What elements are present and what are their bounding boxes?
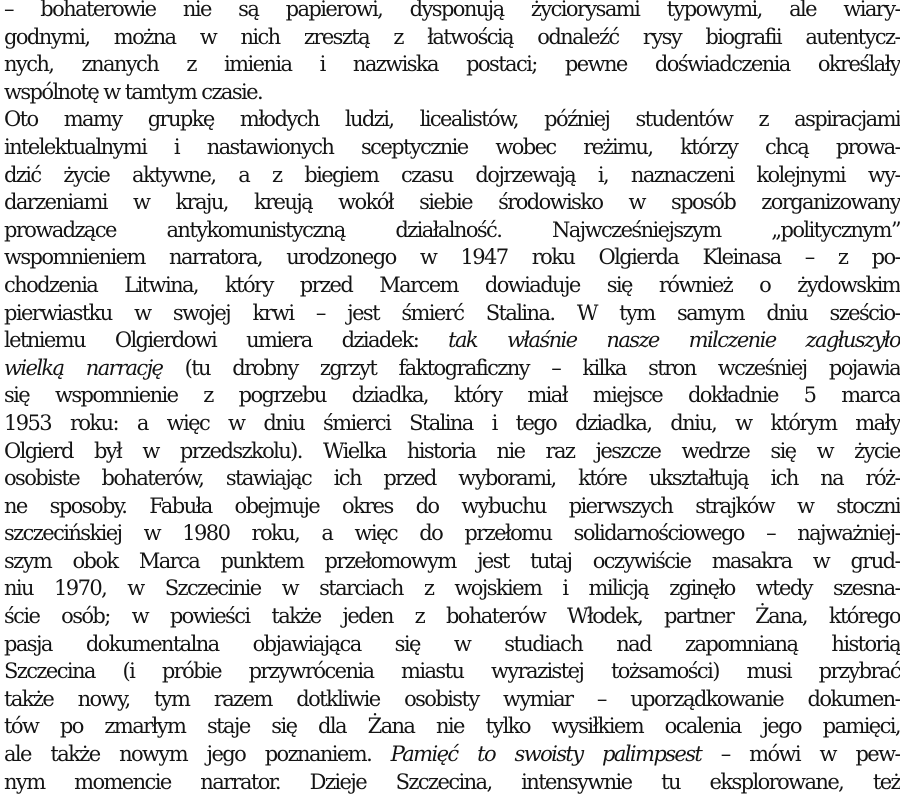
text-line: [4, 355, 900, 383]
text-line: szym obok Marca punktem przełomowym jest tutaj oczywiście masakra w grud-: [4, 548, 900, 573]
text-segment: ale także nowym jego poznaniem.: [4, 742, 391, 767]
body-text: [4, 0, 900, 796]
text-line: Szczecina (i próbie przywrócenia miastu wyrazistej tożsamości) musi przybrać: [4, 659, 900, 684]
text-line: chodzenia Litwina, który przed Marcem dowiaduje się również o żydowskim: [4, 272, 900, 297]
text-line: nym momencie narrator. Dzieje Szczecina, intensywnie tu eksplorowane, też: [4, 769, 900, 794]
italic-quote: tak właśnie nasze milczenie zagłuszyło: [448, 328, 900, 353]
text-line: [4, 327, 900, 355]
text-line: także nowy, tym razem dotkliwie osobisty wymiar – uporządkowanie dokumen-: [4, 686, 900, 711]
text-line: 1953 roku: a więc w dniu śmierci Stalina i tego dziadka, dniu, w którym mały: [4, 410, 900, 435]
text-line: intelektualnymi i nastawionych sceptycznie wobec reżimu, którzy chcą prowa-: [4, 134, 900, 159]
text-line: niu 1970, w Szczecinie w starciach z wojskiem i milicją zginęło wtedy szesna-: [4, 576, 900, 601]
text-line: Oto mamy grupkę młodych ludzi, licealistów, później studentów z aspiracjami: [4, 107, 900, 132]
text-line: ne sposoby. Fabuła obejmuje okres do wybuchu pierwszych strajków w stoczni: [4, 493, 900, 518]
text-line: darzeniami w kraju, kreują wokół siebie środowisko w sposób zorganizowany: [4, 190, 900, 215]
text-line: [4, 741, 900, 769]
italic-quote: wielką narrację: [4, 355, 163, 380]
text-line: osobiste bohaterów, stawiając ich przed wyborami, które ukształtują ich na róż-: [4, 466, 900, 491]
text-segment: – mówi w pew-: [701, 742, 900, 767]
text-line: – bohaterowie nie są papierowi, dysponują życiorysami typowymi, ale wiary-: [4, 0, 900, 21]
text-line: dzić życie aktywne, a z biegiem czasu dojrzewają i, naznaczeni kolejnymi wy-: [4, 162, 900, 187]
text-line: wspomnieniem narratora, urodzonego w 1947 roku Olgierda Kleinasa – z po-: [4, 245, 900, 270]
italic-quote: Pamięć to swoisty palimpsest: [390, 742, 702, 767]
text-segment: letniemu Olgierdowi umiera dziadek:: [4, 328, 449, 353]
text-line: pasja dokumentalna objawiająca się w studiach nad zapomnianą historią: [4, 631, 900, 656]
text-segment: (tu drobny zgrzyt faktograficzny – kilka stron wcześniej pojawia: [162, 355, 900, 380]
text-line: Olgierd był w przedszkolu). Wielka historia nie raz jeszcze wedrze się w życie: [4, 438, 900, 463]
text-line: szczecińskiej w 1980 roku, a więc do przełomu solidarnościowego – najważniej-: [4, 521, 900, 546]
text-line: wspólnotę w tamtym czasie.: [4, 79, 263, 104]
text-line: pierwiastku w swojej krwi – jest śmierć Stalina. W tym samym dniu sześcio-: [4, 300, 900, 325]
text-line: godnymi, można w nich zresztą z łatwością odnaleźć rysy biografii autentycz-: [4, 24, 900, 49]
text-line: się wspomnienie z pogrzebu dziadka, który miał miejsce dokładnie 5 marca: [4, 383, 900, 408]
text-line: ście osób; w powieści także jeden z bohaterów Włodek, partner Żana, którego: [4, 604, 900, 629]
text-line: tów po zmarłym staje się dla Żana nie tylko wysiłkiem ocalenia jego pamięci,: [4, 714, 900, 739]
text-line: nych, znanych z imienia i nazwiska postaci; pewne doświadczenia określały: [4, 52, 900, 77]
text-line: prowadzące antykomunistyczną działalność. Najwcześniejszym „politycznym”: [4, 217, 900, 242]
